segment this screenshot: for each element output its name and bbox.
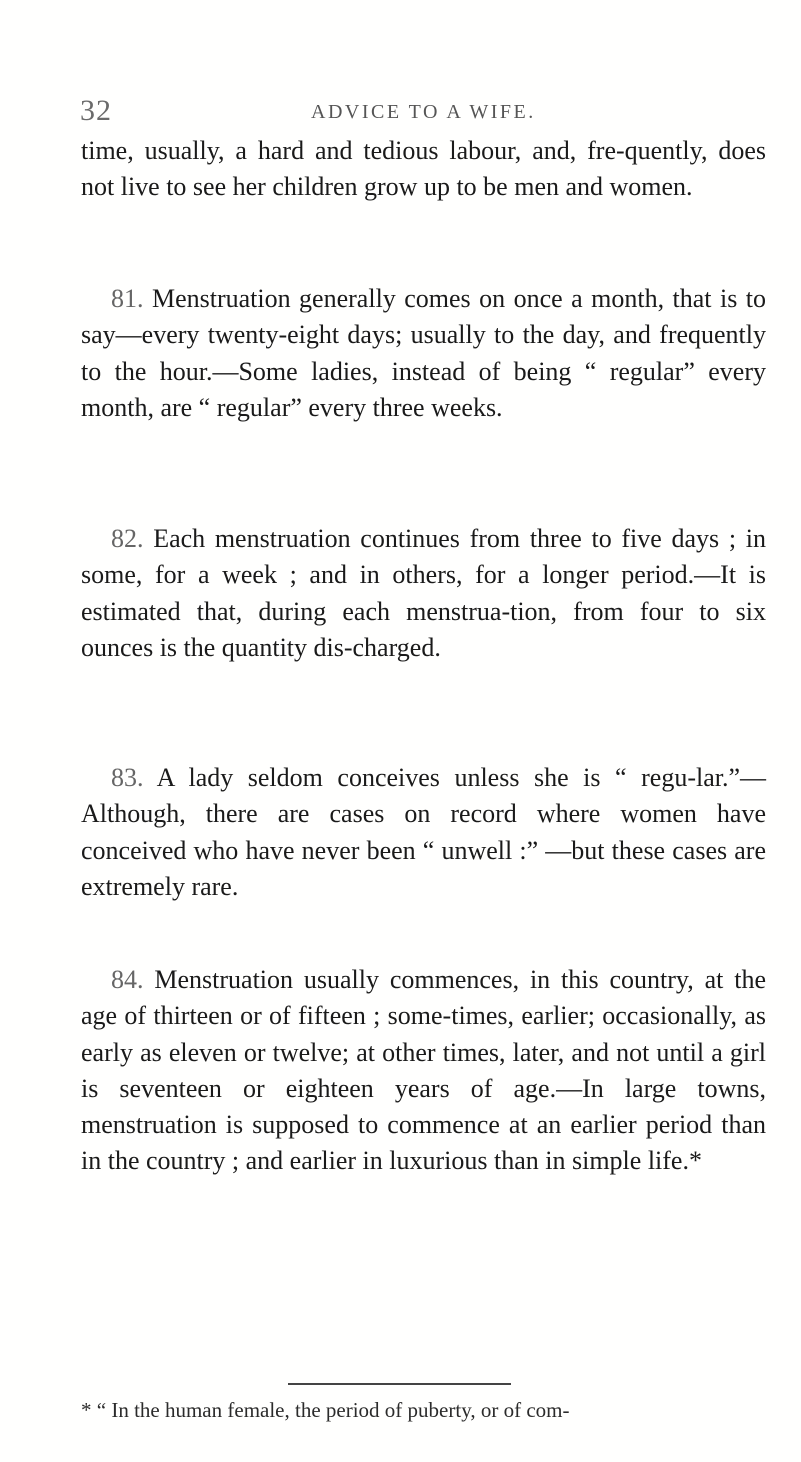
section-number: 83. xyxy=(111,763,144,792)
footnote-divider xyxy=(288,1383,511,1385)
page-number: 32 xyxy=(80,94,112,127)
footnote: * “ In the human female, the period of puberty, or of com- xyxy=(81,1398,570,1422)
paragraph-text: Menstruation generally comes on once a month, that is to say—every twenty-eight days; usually to the day, and frequently to the hour.—Some ladies, instead of being “ regular” every month, are “ regular” every three weeks. xyxy=(81,284,766,422)
paragraph-82 xyxy=(81,521,766,666)
paragraph-84 xyxy=(81,962,766,1180)
section-number: 84. xyxy=(111,965,144,994)
running-head: ADVICE TO A WIFE. xyxy=(311,101,536,123)
paragraph-text: Each menstruation continues from three to five days ; in some, for a week ; and in others, for a longer period.—It is estimated that, during each menstrua-tion, from four to six ounces is the quantity dis-charged. xyxy=(81,524,766,662)
paragraph-83 xyxy=(81,760,766,905)
paragraph-continuation: time, usually, a hard and tedious labour, and, fre-quently, does not live to see her children grow up to be men and women. xyxy=(81,136,766,202)
paragraph-81 xyxy=(81,281,766,426)
section-number: 82. xyxy=(111,524,144,553)
paragraph-text: Menstruation usually commences, in this country, at the age of thirteen or of fifteen ; some-times, earlier; occasionally, as early as eleven or twelve; at other times, later, and not until a girl is seventeen or eighteen years of age.—In large towns, menstruation is supposed to commence at an earlier period than in the country ; and earlier in luxurious than in simple life.* xyxy=(81,965,766,1176)
section-number: 81. xyxy=(111,284,144,313)
paragraph-text: A lady seldom conceives unless she is “ regu-lar.”—Although, there are cases on record where women have conceived who have never been “ unwell :” —but these cases are extremely rare. xyxy=(81,763,766,901)
